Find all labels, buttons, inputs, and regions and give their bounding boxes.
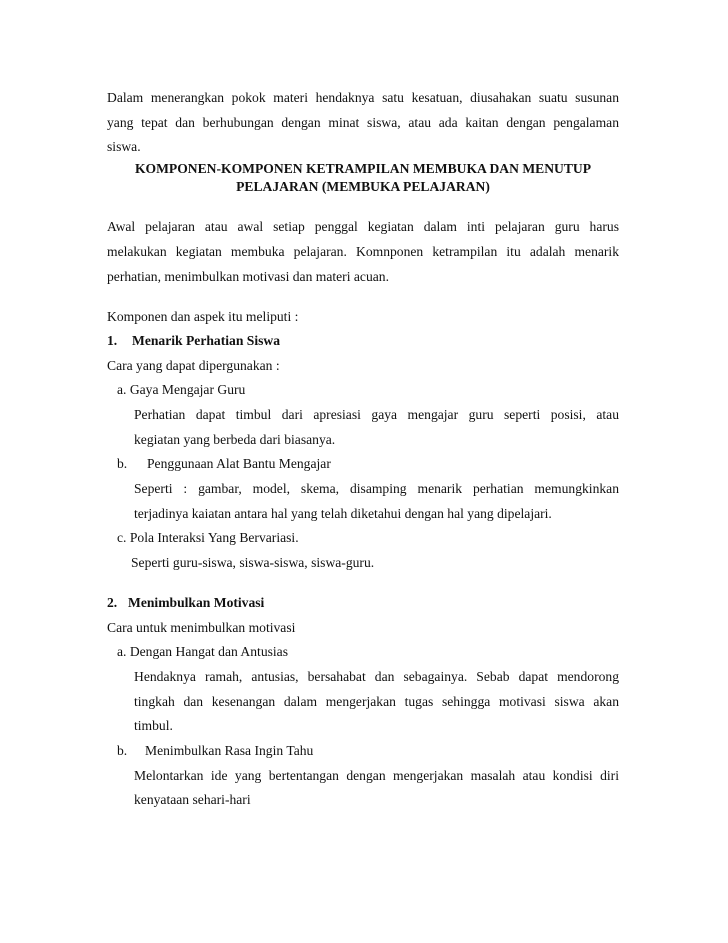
intro-line-2: yang tepat dan berhubungan dengan minat siswa, atau ada kaitan dengan pengalaman [107,115,619,130]
section-2-item-b-line-1: Melontarkan ide yang bertentangan dengan mengerjakan masalah atau kondisi diri [134,768,619,783]
section-1-item-c-line-1: Seperti guru-siswa, siswa-siswa, siswa-guru. [131,555,375,570]
section-heading-line-2: PELAJARAN (MEMBUKA PELAJARAN) [236,179,490,194]
section-2-number: 2. [107,595,118,610]
section-1-number: 1. [107,333,118,348]
section-1-item-c-label: c. Pola Interaksi Yang Bervariasi. [117,530,299,545]
section-2-item-b-line-2: kenyataan sehari-hari [134,792,251,807]
komponen-intro: Komponen dan aspek itu meliputi : [107,309,299,324]
section-1-item-a-line-1: Perhatian dapat timbul dari apresiasi gaya mengajar guru seperti posisi, atau [134,407,619,422]
intro-line-3: siswa. [107,139,141,154]
section-2-item-b-title: Menimbulkan Rasa Ingin Tahu [145,743,314,758]
section-2-item-a-line-1: Hendaknya ramah, antusias, bersahabat dan sebagainya. Sebab dapat mendorong [134,669,619,684]
section-1-item-a-label: a. Gaya Mengajar Guru [117,382,246,397]
section-2-title: Menimbulkan Motivasi [128,595,265,610]
section-1-subtitle: Cara yang dapat dipergunakan : [107,358,280,373]
section-1-item-a-line-2: kegiatan yang berbeda dari biasanya. [134,432,336,447]
section-2-item-a-line-2: tingkah dan kesenangan dalam mengerjakan tugas sehingga motivasi siswa akan [134,694,619,709]
section-1-item-b-line-1: Seperti : gambar, model, skema, disamping menarik perhatian memungkinkan [134,481,619,496]
paragraph-2-line-1: Awal pelajaran atau awal setiap penggal kegiatan dalam inti pelajaran guru harus [107,219,619,234]
section-1-item-b-line-2: terjadinya kaiatan antara hal yang telah diketahui dengan hal yang dipelajari. [134,506,552,521]
section-2-subtitle: Cara untuk menimbulkan motivasi [107,620,296,635]
section-2-item-a-label: a. Dengan Hangat dan Antusias [117,644,289,659]
section-1-item-b-marker: b. [117,456,128,471]
paragraph-2-line-2: melakukan kegiatan membuka pelajaran. Komnponen ketrampilan itu adalah menarik [107,244,619,259]
section-1-item-b-title: Penggunaan Alat Bantu Mengajar [147,456,331,471]
section-heading-line-1: KOMPONEN-KOMPONEN KETRAMPILAN MEMBUKA DAN MENUTUP [134,161,592,176]
section-2-item-b-marker: b. [117,743,128,758]
section-1-title: Menarik Perhatian Siswa [132,333,281,348]
section-2-item-a-line-3: timbul. [134,718,173,733]
paragraph-2-line-3: perhatian, menimbulkan motivasi dan materi acuan. [107,269,389,284]
intro-line-1: Dalam menerangkan pokok materi hendaknya satu kesatuan, diusahakan suatu susunan [107,90,619,105]
